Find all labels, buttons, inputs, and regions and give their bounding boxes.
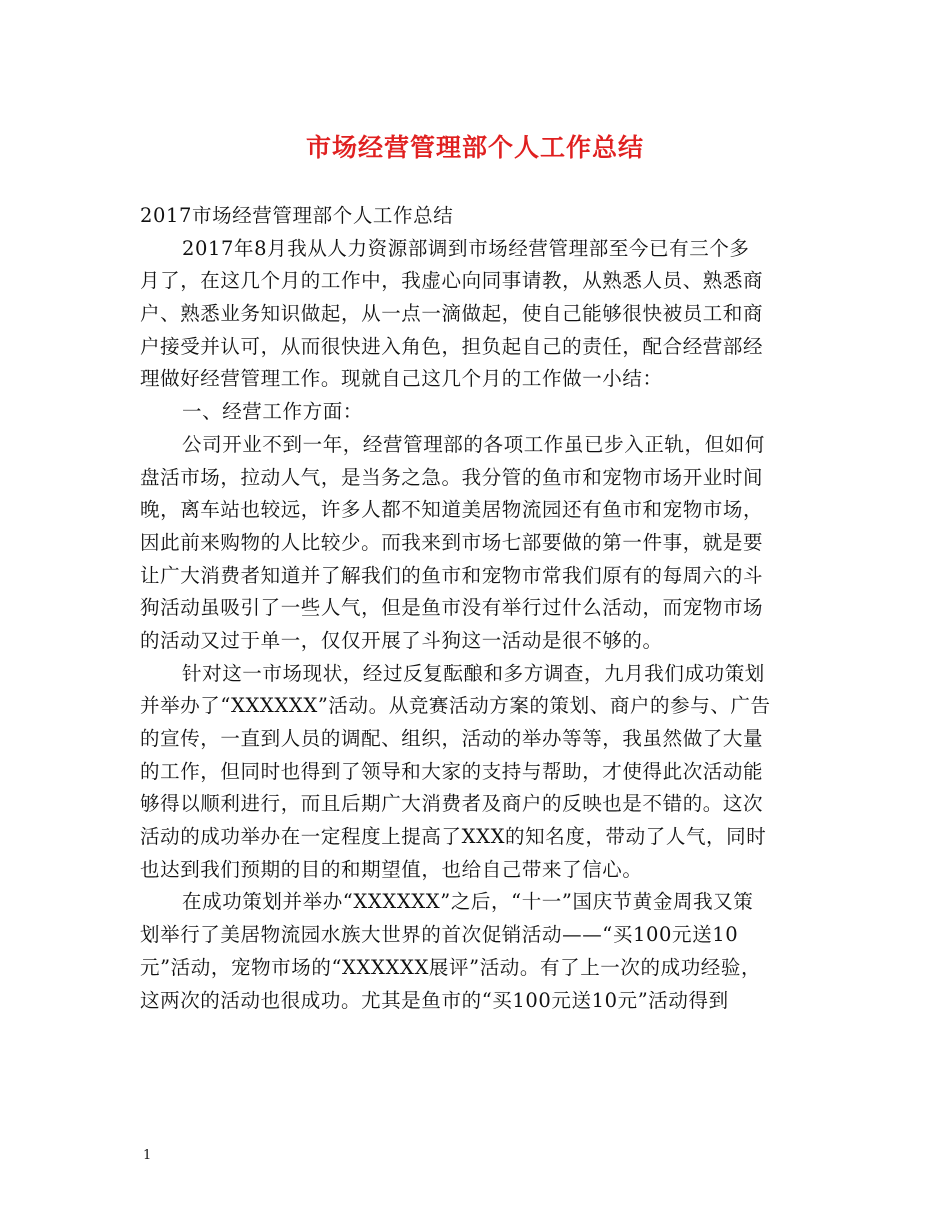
paragraph-line: 2017市场经营管理部个人工作总结 (140, 204, 454, 227)
paragraph-line: 活动的成功举办在一定程度上提高了XXX的知名度，带动了人气，同时 (140, 825, 767, 849)
paragraph-line: 2017年8月我从人力资源部调到市场经营管理部至今已有三个多 (182, 236, 750, 260)
paragraph-line: 月了，在这几个月的工作中，我虚心向同事请教，从熟悉人员、熟悉商 (140, 269, 764, 293)
paragraph-line: 划举行了美居物流园水族大世界的首次促销活动——“买100元送10 (140, 923, 739, 947)
paragraph-line: 户接受并认可，从而很快进入角色，担负起自己的责任，配合经营部经 (140, 334, 764, 358)
paragraph-line: 狗活动虽吸引了一些人气，但是鱼市没有举行过什么活动，而宠物市场 (140, 596, 764, 620)
paragraph-line: 在成功策划并举办“XXXXXX”之后，“十一”国庆节黄金周我又策 (182, 890, 754, 914)
paragraph-line: 公司开业不到一年，经营管理部的各项工作虽已步入正轨，但如何 (182, 432, 765, 456)
paragraph-line: 晚，离车站也较远，许多人都不知道美居物流园还有鱼市和宠物市场， (140, 498, 764, 522)
paragraph-line: 户、熟悉业务知识做起，从一点一滴做起，使自己能够很快被员工和商 (140, 302, 764, 326)
paragraph-line: 因此前来购物的人比较少。而我来到市场七部要做的第一件事，就是要 (140, 530, 764, 554)
paragraph-line: 盘活市场，拉动人气，是当务之急。我分管的鱼市和宠物市场开业时间 (140, 465, 764, 489)
document-body (140, 200, 812, 1017)
page-number: 1 (143, 1148, 152, 1163)
paragraph-line: 元”活动，宠物市场的“XXXXXX展评”活动。有了上一次的成功经验， (140, 955, 762, 979)
page-title: 市场经营管理部个人工作总结 (305, 133, 644, 162)
paragraph-line: 够得以顺利进行，而且后期广大消费者及商户的反映也是不错的。这次 (140, 792, 764, 816)
paragraph-line: 的工作，但同时也得到了领导和大家的支持与帮助，才使得此次活动能 (140, 759, 764, 783)
paragraph-line: 也达到我们预期的目的和期望值，也给自己带来了信心。 (140, 857, 643, 881)
paragraph-line: 让广大消费者知道并了解我们的鱼市和宠物市常我们原有的每周六的斗 (140, 563, 764, 587)
paragraph-line: 针对这一市场现状，经过反复酝酿和多方调查，九月我们成功策划 (182, 661, 765, 685)
paragraph-line: 这两次的活动也很成功。尤其是鱼市的“买100元送10元”活动得到 (140, 988, 729, 1012)
paragraph-line: 的宣传，一直到人员的调配、组织，活动的举办等等，我虽然做了大量 (140, 727, 764, 750)
paragraph-line: 的活动又过于单一，仅仅开展了斗狗这一活动是很不够的。 (140, 628, 663, 652)
paragraph-line: 理做好经营管理工作。现就自己这几个月的工作做一小结： (140, 367, 663, 391)
paragraph-line: 并举办了“XXXXXX”活动。从竞赛活动方案的策划、商户的参与、广告 (140, 694, 771, 718)
paragraph-line: 一、经营工作方面： (182, 400, 363, 424)
